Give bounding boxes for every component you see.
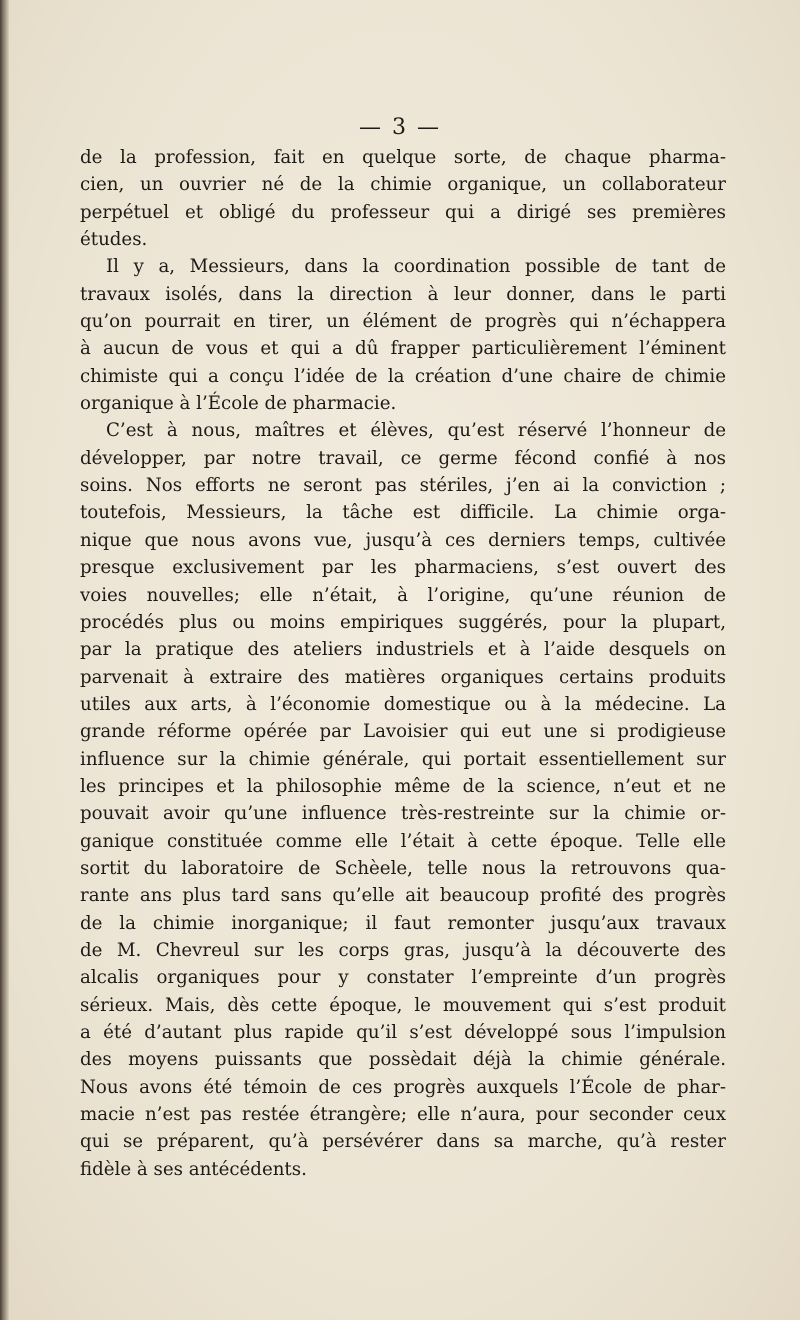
text-line: alcalis organiques pour y constater l’empreinte d’un progrès [80,967,726,989]
text-line: sérieux. Mais, dès cette époque, le mouvement qui s’est produit [80,994,726,1016]
text-line: nique que nous avons vue, jusqu’à ces derniers temps, cultivée [80,529,726,551]
text-line: perpétuel et obligé du professeur qui a dirigé ses premières [80,201,726,223]
text-line: qu’on pourrait en tirer, un élément de progrès qui n’échappera [80,311,726,333]
text-line: Nous avons été témoin de ces progrès auxquels l’École de phar- [80,1076,726,1098]
text-line: a été d’autant plus rapide qu’il s’est développé sous l’impulsion [80,1022,726,1043]
text-line: pouvait avoir qu’une influence très-restreinte sur la chimie or- [80,803,726,825]
page-binding-edge [0,0,9,1320]
text-line: les principes et la philosophie même de la science, n’eut et ne [80,775,726,797]
text-line: qui se préparent, qu’à persévérer dans sa marche, qu’à rester [80,1131,726,1153]
text-line: C’est à nous, maîtres et élèves, qu’est réservé l’honneur de [106,420,726,442]
text-line: de la profession, fait en quelque sorte, de chaque pharma- [80,147,726,168]
text-line: organique à l’École de pharmacie. [80,393,397,415]
text-line: de la chimie inorganique; il faut remonter jusqu’aux travaux [80,912,726,934]
text-line: cien, un ouvrier né de la chimie organique, un collaborateur [80,174,726,196]
text-line: chimiste qui a conçu l’idée de la création d’une chaire de chimie [80,365,726,387]
text-line: procédés plus ou moins empiriques suggérés, pour la plupart, [80,611,726,633]
text-line: travaux isolés, dans la direction à leur donner, dans le parti [80,283,726,305]
text-line: influence sur la chimie générale, qui portait essentiellement sur [80,748,726,770]
text-line: utiles aux arts, à l’économie domestique ou à la médecine. La [80,693,726,715]
text-line: rante ans plus tard sans qu’elle ait beaucoup profité des progrès [80,885,726,907]
text-line: ganique constituée comme elle l’était à cette époque. Telle elle [80,830,726,852]
text-line: développer, par notre travail, ce germe fécond confié à nos [80,447,726,469]
text-line: études. [80,229,148,251]
text-line: soins. Nos efforts ne seront pas stériles, j’en ai la conviction ; [80,475,726,497]
text-line: de M. Chevreul sur les corps gras, jusqu’à la découverte des [80,939,726,961]
text-line: macie n’est pas restée étrangère; elle n’aura, pour seconder ceux [80,1104,726,1126]
page-number: — 3 — [359,115,441,140]
text-line: fidèle à ses antécédents. [80,1158,307,1180]
text-line: des moyens puissants que possèdait déjà la chimie générale. [80,1049,726,1071]
text-line: à aucun de vous et qui a dû frapper particulièrement l’éminent [80,338,726,360]
text-line: par la pratique des ateliers industriels et à l’aide desquels on [80,639,726,661]
text-line: presque exclusivement par les pharmaciens, s’est ouvert des [80,557,726,579]
body-text [80,144,726,1183]
text-line: Il y a, Messieurs, dans la coordination possible de tant de [106,256,726,278]
text-line: grande réforme opérée par Lavoisier qui eut une si prodigieuse [80,721,726,743]
text-line: parvenait à extraire des matières organiques certains produits [80,666,726,688]
text-line: sortit du laboratoire de Schèele, telle nous la retrouvons qua- [80,857,726,879]
text-line: voies nouvelles; elle n’était, à l’origine, qu’une réunion de [80,584,726,606]
text-line: toutefois, Messieurs, la tâche est difficile. La chimie orga- [80,502,726,524]
